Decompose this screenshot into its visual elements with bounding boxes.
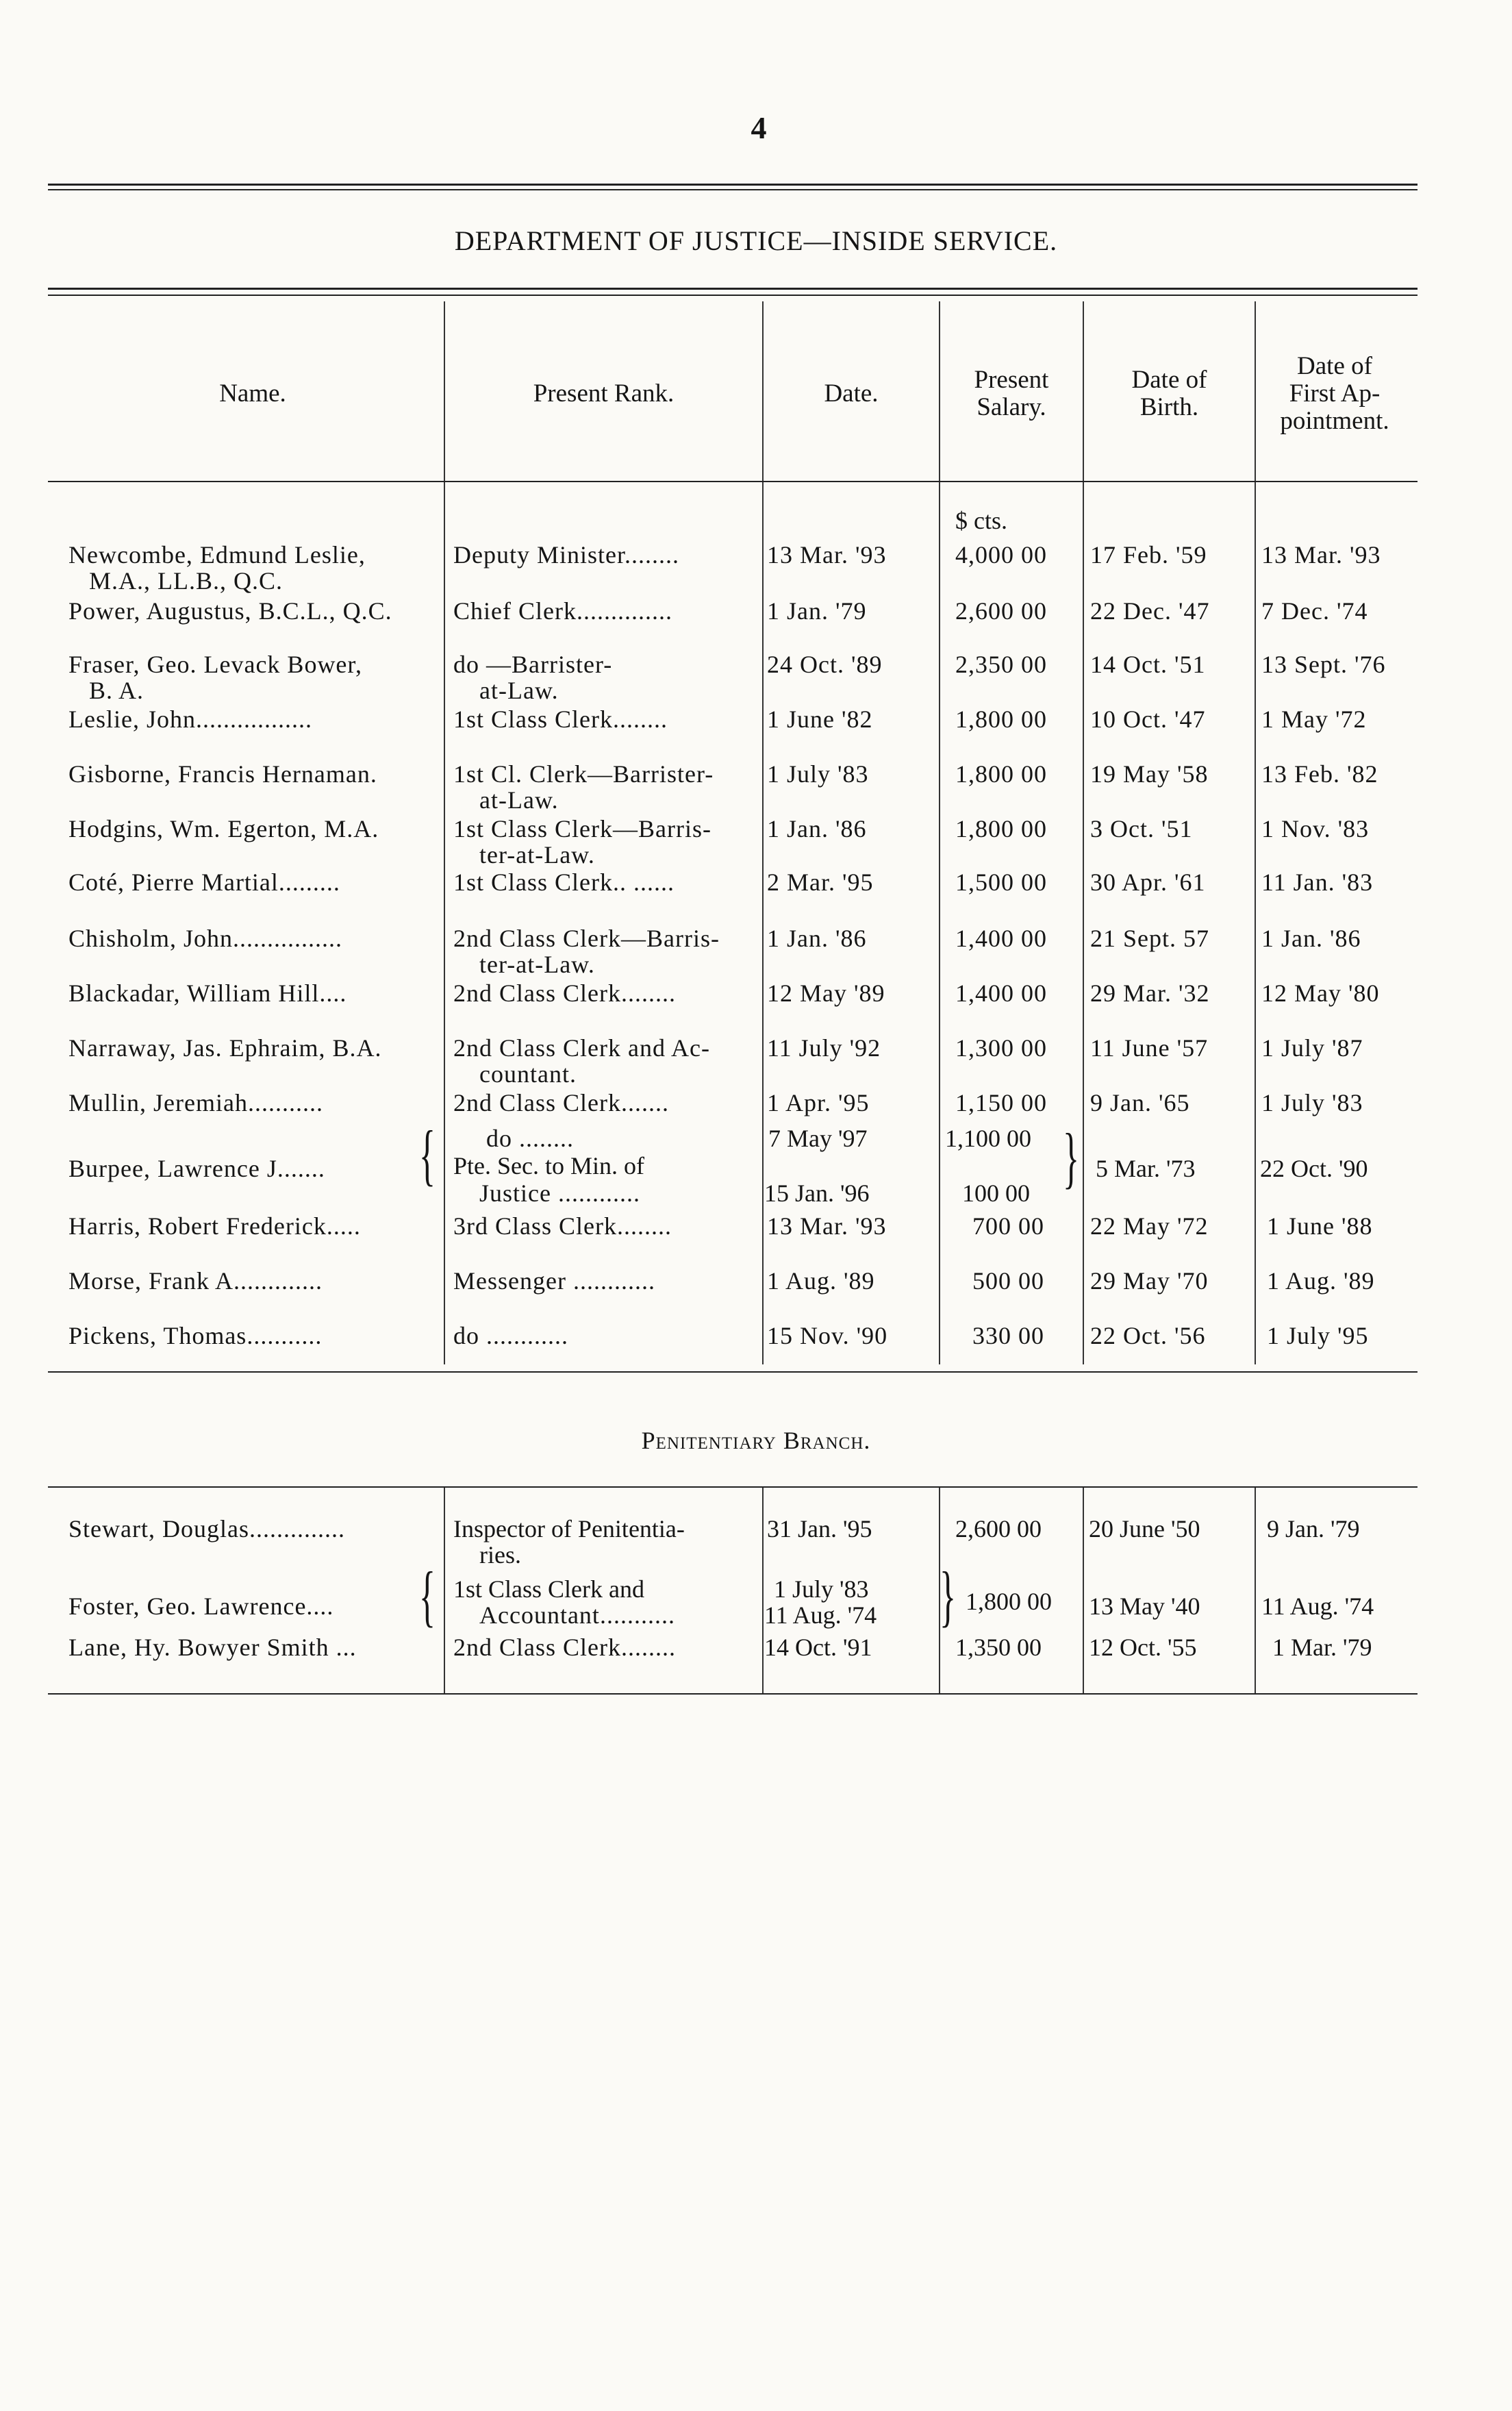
- salary-cell: 4,000 00: [955, 541, 1047, 569]
- salary-cell: 2,600 00: [955, 597, 1047, 625]
- rank-cell: 3rd Class Clerk........: [453, 1212, 672, 1240]
- name-cell: Pickens, Thomas...........: [68, 1322, 323, 1349]
- date-cell: 12 May '89: [767, 979, 885, 1007]
- rank-cell: 1st Class Clerk.. ......: [453, 869, 675, 896]
- birth-cell: 29 May '70: [1090, 1267, 1209, 1295]
- salary-cell: 330 00: [972, 1322, 1044, 1349]
- rank-cell: 1st Class Clerk and: [453, 1575, 644, 1603]
- rank-cell: ter-at-Law.: [479, 951, 595, 978]
- first-appointment-cell: 1 Jan. '86: [1261, 925, 1361, 952]
- date-cell: 11 July '92: [767, 1034, 881, 1062]
- column-header-first-2: First Ap-: [1289, 379, 1381, 408]
- salary-cell: 1,300 00: [955, 1034, 1047, 1062]
- rank-cell: at-Law.: [479, 786, 559, 814]
- date-cell: 13 Mar. '93: [767, 1212, 887, 1240]
- salary-units: $ cts.: [955, 507, 1007, 534]
- rank-cell: Justice ............: [479, 1179, 640, 1207]
- name-cell: Power, Augustus, B.C.L., Q.C.: [68, 597, 392, 625]
- salary-cell: 1,800 00: [955, 760, 1047, 788]
- birth-cell: 9 Jan. '65: [1090, 1089, 1190, 1116]
- birth-cell: 10 Oct. '47: [1090, 705, 1206, 733]
- birth-cell: 17 Feb. '59: [1090, 541, 1207, 569]
- brace-right: }: [1063, 1119, 1079, 1195]
- rank-cell: Accountant...........: [479, 1601, 675, 1629]
- first-appointment-cell: 11 Aug. '74: [1261, 1592, 1374, 1620]
- col-divider: [1083, 301, 1084, 1364]
- salary-cell: 1,150 00: [955, 1089, 1047, 1116]
- rank-cell: do —Barrister-: [453, 651, 613, 678]
- col-divider: [939, 301, 940, 1364]
- salary-cell: 2,600 00: [955, 1515, 1042, 1542]
- birth-cell: 19 May '58: [1090, 760, 1209, 788]
- branch-bottom-rule: [48, 1693, 1418, 1695]
- brace-left: {: [419, 1558, 436, 1634]
- name-cell: Fraser, Geo. Levack Bower,: [68, 651, 362, 678]
- salary-cell: 700 00: [972, 1212, 1044, 1240]
- name-cell: Hodgins, Wm. Egerton, M.A.: [68, 815, 379, 842]
- date-cell: 1 June '82: [767, 705, 873, 733]
- date-cell: 1 July '83: [774, 1575, 869, 1603]
- birth-cell: 22 May '72: [1090, 1212, 1209, 1240]
- rank-cell: do ............: [453, 1322, 568, 1349]
- rank-cell: countant.: [479, 1060, 577, 1088]
- first-appointment-cell: 13 Sept. '76: [1261, 651, 1386, 678]
- header-bottom-rule: [48, 481, 1418, 482]
- col-divider: [1255, 1488, 1256, 1693]
- rank-cell: at-Law.: [479, 677, 559, 704]
- branch-top-rule: [48, 1486, 1418, 1488]
- birth-cell: 20 June '50: [1089, 1515, 1200, 1542]
- first-appointment-cell: 1 July '83: [1261, 1089, 1363, 1116]
- rank-cell: 2nd Class Clerk.......: [453, 1089, 669, 1116]
- rank-cell: 1st Class Clerk—Barris-: [453, 815, 711, 842]
- first-appointment-cell: 1 July '95: [1267, 1322, 1369, 1349]
- header-rule: [48, 288, 1418, 290]
- rank-cell: Deputy Minister........: [453, 541, 679, 569]
- first-appointment-cell: 13 Feb. '82: [1261, 760, 1378, 788]
- column-header-birth-2: Birth.: [1139, 393, 1199, 421]
- column-header-first-3: pointment.: [1280, 407, 1389, 435]
- salary-cell: 1,350 00: [955, 1634, 1042, 1661]
- top-rule-thin: [48, 189, 1418, 190]
- name-cell: Gisborne, Francis Hernaman.: [68, 760, 377, 788]
- rank-cell: Messenger ............: [453, 1267, 655, 1295]
- first-appointment-cell: 9 Jan. '79: [1267, 1515, 1360, 1542]
- first-appointment-cell: 22 Oct. '90: [1260, 1155, 1368, 1182]
- page-title: DEPARTMENT OF JUSTICE—INSIDE SERVICE.: [454, 225, 1058, 256]
- branch-title: Penitentiary Branch.: [641, 1427, 871, 1454]
- first-appointment-cell: 1 Aug. '89: [1267, 1267, 1375, 1295]
- first-appointment-cell: 11 Jan. '83: [1261, 869, 1374, 896]
- birth-cell: 13 May '40: [1089, 1592, 1200, 1620]
- first-appointment-cell: 1 June '88: [1267, 1212, 1373, 1240]
- header-rule-thin: [48, 295, 1418, 296]
- brace-left: {: [419, 1116, 436, 1192]
- col-divider: [762, 301, 764, 1364]
- salary-cell: 1,400 00: [955, 925, 1047, 952]
- birth-cell: 21 Sept. 57: [1090, 925, 1210, 952]
- date-cell: 1 Apr. '95: [767, 1089, 870, 1116]
- rank-cell: 1st Class Clerk........: [453, 705, 668, 733]
- date-cell: 13 Mar. '93: [767, 541, 887, 569]
- birth-cell: 22 Dec. '47: [1090, 597, 1210, 625]
- column-header-salary-2: Salary.: [977, 393, 1046, 421]
- page-number: 4: [751, 110, 767, 145]
- col-divider: [1083, 1488, 1084, 1693]
- name-cell: M.A., LL.B., Q.C.: [89, 567, 284, 595]
- name-cell: Lane, Hy. Bowyer Smith ...: [68, 1634, 357, 1661]
- rank-cell: Pte. Sec. to Min. of: [453, 1152, 644, 1179]
- rank-cell: 2nd Class Clerk........: [453, 979, 676, 1007]
- salary-cell: 1,800 00: [955, 705, 1047, 733]
- name-cell: Mullin, Jeremiah...........: [68, 1089, 323, 1116]
- salary-cell: 2,350 00: [955, 651, 1047, 678]
- date-cell: 1 Aug. '89: [767, 1267, 875, 1295]
- birth-cell: 29 Mar. '32: [1090, 979, 1210, 1007]
- name-cell: B. A.: [89, 677, 144, 704]
- name-cell: Narraway, Jas. Ephraim, B.A.: [68, 1034, 382, 1062]
- rank-cell: do ........: [486, 1125, 574, 1152]
- column-header-birth-1: Date of: [1131, 366, 1207, 394]
- table-bottom-rule: [48, 1371, 1418, 1373]
- column-header-first-1: Date of: [1297, 352, 1372, 380]
- first-appointment-cell: 7 Dec. '74: [1261, 597, 1368, 625]
- brace-right: }: [940, 1558, 956, 1634]
- column-header-name: Name.: [219, 379, 286, 408]
- salary-cell: 500 00: [972, 1267, 1044, 1295]
- column-header-rank: Present Rank.: [533, 379, 675, 408]
- date-cell: 1 Jan. '86: [767, 925, 867, 952]
- date-cell: 11 Aug. '74: [764, 1601, 877, 1629]
- birth-cell: 12 Oct. '55: [1089, 1634, 1197, 1661]
- date-cell: 15 Jan. '96: [764, 1179, 870, 1207]
- rank-cell: 1st Cl. Clerk—Barrister-: [453, 760, 714, 788]
- salary-cell: 1,400 00: [955, 979, 1047, 1007]
- date-cell: 1 July '83: [767, 760, 869, 788]
- rank-cell: 2nd Class Clerk and Ac-: [453, 1034, 710, 1062]
- birth-cell: 11 June '57: [1090, 1034, 1209, 1062]
- first-appointment-cell: 1 July '87: [1261, 1034, 1363, 1062]
- name-cell: Leslie, John.................: [68, 705, 312, 733]
- date-cell: 24 Oct. '89: [767, 651, 883, 678]
- rank-cell: Inspector of Penitentia-: [453, 1515, 685, 1542]
- name-cell: Coté, Pierre Martial.........: [68, 869, 340, 896]
- col-divider: [762, 1488, 764, 1693]
- date-cell: 15 Nov. '90: [767, 1322, 888, 1349]
- name-cell: Harris, Robert Frederick.....: [68, 1212, 361, 1240]
- salary-cell: 100 00: [962, 1179, 1030, 1207]
- date-cell: 14 Oct. '91: [764, 1634, 872, 1661]
- first-appointment-cell: 12 May '80: [1261, 979, 1380, 1007]
- date-cell: 2 Mar. '95: [767, 869, 874, 896]
- birth-cell: 5 Mar. '73: [1096, 1155, 1196, 1182]
- date-cell: 7 May '97: [768, 1125, 868, 1152]
- name-cell: Blackadar, William Hill....: [68, 979, 347, 1007]
- rank-cell: Chief Clerk..............: [453, 597, 672, 625]
- salary-cell: 1,800 00: [955, 815, 1047, 842]
- col-divider: [1255, 301, 1256, 1364]
- date-cell: 1 Jan. '86: [767, 815, 867, 842]
- col-divider: [444, 1488, 445, 1693]
- rank-cell: ries.: [479, 1541, 521, 1569]
- name-cell: Burpee, Lawrence J.......: [68, 1155, 325, 1182]
- birth-cell: 3 Oct. '51: [1090, 815, 1193, 842]
- birth-cell: 14 Oct. '51: [1090, 651, 1206, 678]
- salary-cell: 1,500 00: [955, 869, 1047, 896]
- rank-cell: 2nd Class Clerk........: [453, 1634, 676, 1661]
- name-cell: Foster, Geo. Lawrence....: [68, 1592, 334, 1620]
- first-appointment-cell: 1 Mar. '79: [1272, 1634, 1372, 1661]
- column-header-date: Date.: [824, 379, 879, 408]
- top-rule: [48, 184, 1418, 186]
- rank-cell: ter-at-Law.: [479, 841, 595, 869]
- salary-cell: 1,100 00: [945, 1125, 1031, 1152]
- col-divider: [444, 301, 445, 1364]
- name-cell: Morse, Frank A.............: [68, 1267, 323, 1295]
- first-appointment-cell: 1 May '72: [1261, 705, 1367, 733]
- date-cell: 1 Jan. '79: [767, 597, 867, 625]
- column-header-salary-1: Present: [974, 366, 1049, 394]
- first-appointment-cell: 1 Nov. '83: [1261, 815, 1370, 842]
- birth-cell: 30 Apr. '61: [1090, 869, 1206, 896]
- name-cell: Stewart, Douglas..............: [68, 1515, 345, 1542]
- date-cell: 31 Jan. '95: [767, 1515, 872, 1542]
- salary-cell: 1,800 00: [966, 1588, 1052, 1615]
- birth-cell: 22 Oct. '56: [1090, 1322, 1206, 1349]
- name-cell: Newcombe, Edmund Leslie,: [68, 541, 366, 569]
- rank-cell: 2nd Class Clerk—Barris-: [453, 925, 720, 952]
- name-cell: Chisholm, John................: [68, 925, 343, 952]
- first-appointment-cell: 13 Mar. '93: [1261, 541, 1381, 569]
